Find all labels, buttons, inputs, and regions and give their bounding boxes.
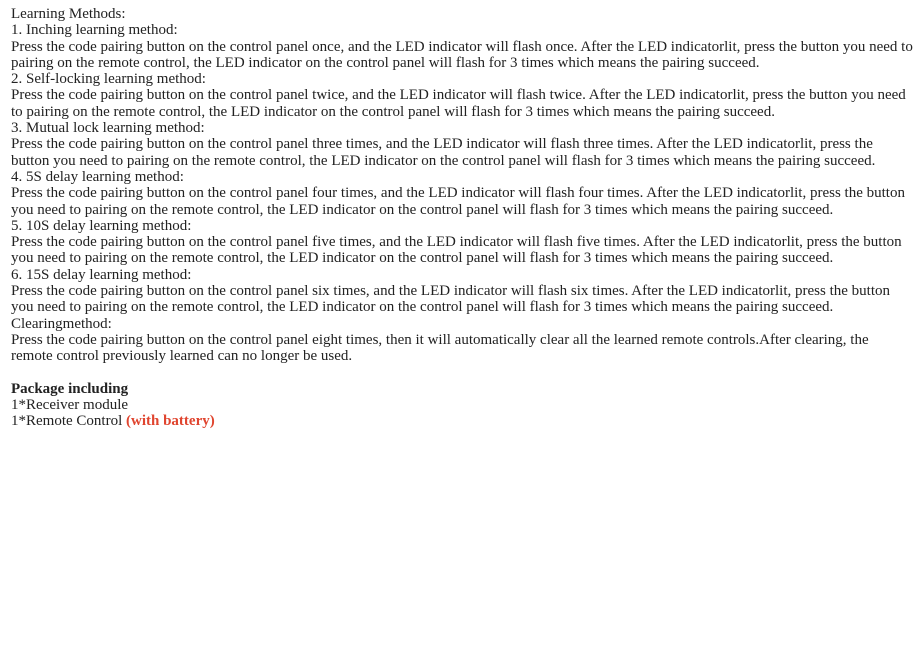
learning-methods-heading: Learning Methods:: [11, 6, 126, 22]
method-text-5s-delay: Press the code pairing button on the control panel four times, and the LED indicator will flash four times. After the LED indicatorlit, press the button you need to pairing on the remote control, the LED indicator on the control panel will flash for 3 times which means the pairing succeed.: [11, 185, 905, 218]
method-title-inching: 1. Inching learning method:: [11, 22, 178, 39]
package-item-text: 1*Remote Control: [11, 413, 126, 430]
method-text-10s-delay: Press the code pairing button on the control panel five times, and the LED indicator will flash five times. After the LED indicatorlit, press the button you need to pairing on the remote control, the LED indicator on the control panel will flash for 3 times which means the pairing succeed.: [11, 234, 902, 267]
package-item-remote-control: [11, 413, 914, 429]
battery-note: (with battery): [126, 413, 215, 430]
clearing-method-title: Clearingmethod:: [11, 315, 112, 332]
method-title-15s-delay: 6. 15S delay learning method:: [11, 266, 192, 283]
package-item-text: 1*Receiver module: [11, 396, 129, 413]
method-title-self-locking: 2. Self-locking learning method:: [11, 71, 206, 88]
clearing-method-text: Press the code pairing button on the control panel eight times, then it will automatically clear all the learned remote controls.After clearing, the remote control previously learned can no longer be used.: [11, 331, 869, 365]
package-including-heading: Package including: [11, 380, 129, 397]
method-title-5s-delay: 4. 5S delay learning method:: [11, 168, 184, 185]
method-text-inching: Press the code pairing button on the control panel once, and the LED indicator will flash once. After the LED indicatorlit, press the button you need to pairing on the remote control, the LED indicator on the control panel will flash for 3 times which means the pairing succeed.: [11, 38, 913, 71]
method-title-10s-delay: 5. 10S delay learning method:: [11, 217, 192, 234]
method-text-mutual-lock: Press the code pairing button on the control panel three times, and the LED indicator will flash three times. After the LED indicatorlit, press the button you need to pairing on the remote control, the LED indicator on the control panel will flash for 3 times which means the pairing succeed.: [11, 136, 876, 169]
method-title-mutual-lock: 3. Mutual lock learning method:: [11, 120, 205, 137]
package-item-receiver-module: [11, 397, 914, 413]
method-text-15s-delay: Press the code pairing button on the control panel six times, and the LED indicator will flash six times. After the LED indicatorlit, press the button you need to pairing on the remote control, the LED indicator on the control panel will flash for 3 times which means the pairing succeed.: [11, 283, 890, 316]
section-spacer: [11, 365, 914, 381]
method-text-self-locking: Press the code pairing button on the control panel twice, and the LED indicator will flash twice. After the LED indicatorlit, press the button you need to pairing on the remote control, the LED indicator on the control panel will flash for 3 times which means the pairing succeed.: [11, 87, 906, 120]
